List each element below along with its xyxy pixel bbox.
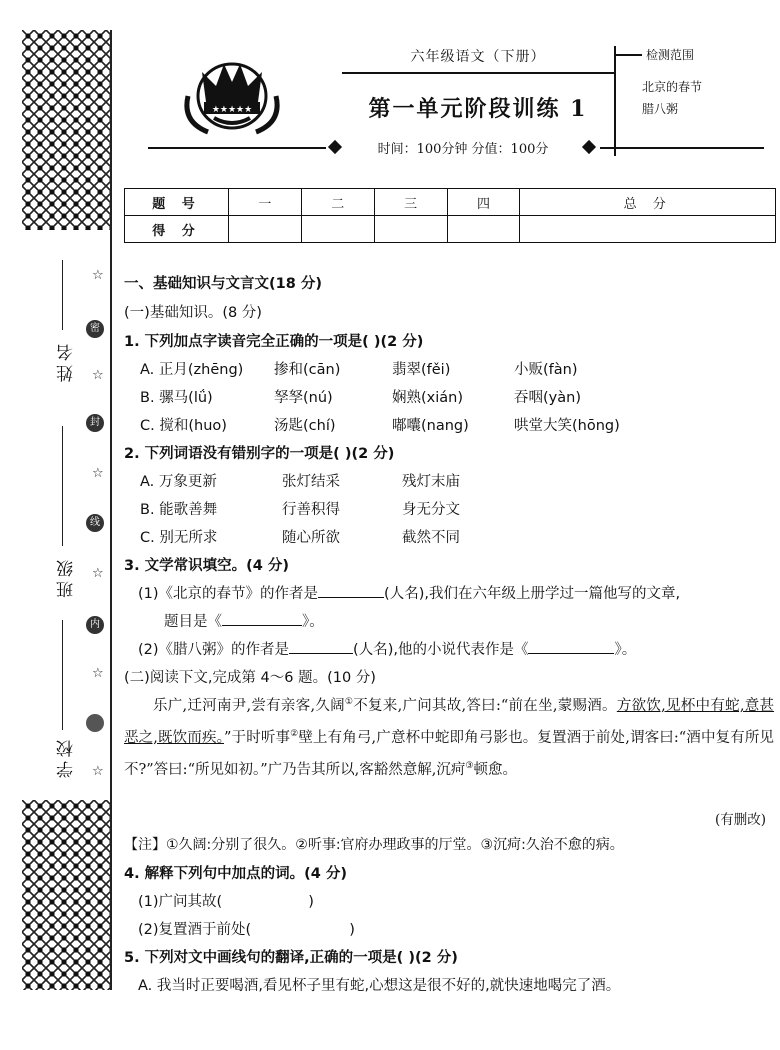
star-icon: ☆: [92, 368, 104, 383]
binding-strip: [22, 30, 110, 990]
question-text: (1)广问其故(: [138, 894, 223, 910]
option: 嘟囔(nang): [392, 418, 469, 434]
answer-blank[interactable]: [318, 584, 384, 598]
school-label: 学校: [57, 736, 77, 778]
option: 汤匙(chí): [274, 418, 336, 434]
question-text: (人名),我们在六年级上册学过一篇他写的文章,: [384, 586, 681, 602]
footnote-mark: ②: [290, 728, 299, 739]
name-field-line[interactable]: [62, 260, 63, 330]
score-input[interactable]: [301, 216, 374, 243]
decorative-border-top: [22, 30, 110, 230]
option: A. 正月(zhēng): [140, 362, 244, 378]
seal-char: 封: [86, 414, 104, 432]
divider: [600, 147, 764, 149]
option: B. 能歌善舞: [140, 502, 218, 518]
footnote-mark: ③: [465, 760, 474, 771]
question-text: (人名),他的小说代表作是《: [353, 642, 529, 658]
section-heading: 一、基础知识与文言文(18 分): [124, 276, 322, 292]
passage-text: 不复来,广问其故,答曰:“前在坐,蒙赐酒。: [353, 697, 617, 714]
option: 行善积得: [282, 502, 340, 518]
reading-passage: [124, 688, 774, 783]
question-1: 1. 下列加点字读音完全正确的一项是( )(2 分): [124, 334, 424, 350]
question-3-line-2: [138, 638, 636, 659]
option: A. 万象更新: [140, 474, 217, 490]
option: B. 骡马(lǘ): [140, 390, 213, 406]
table-cell: 总 分: [520, 189, 776, 216]
source-note: (有删改): [714, 812, 766, 828]
star-icon: ☆: [92, 764, 104, 779]
binding-line: [110, 30, 112, 990]
table-cell: 四: [447, 189, 520, 216]
diamond-icon: [328, 140, 342, 154]
question-4-item-2: [138, 918, 355, 939]
diamond-icon: [582, 140, 596, 154]
crown-icon: [180, 52, 284, 136]
seal-char: 密: [86, 320, 104, 338]
question-5: 5. 下列对文中画线句的翻译,正确的一项是( )(2 分): [124, 950, 458, 966]
score-input[interactable]: [520, 216, 776, 243]
answer-blank[interactable]: [222, 612, 302, 626]
question-3: 3. 文学常识填空。(4 分): [124, 558, 290, 574]
option: 孥孥(nú): [274, 390, 333, 406]
class-field-line[interactable]: [62, 426, 63, 546]
option: C. 搅和(huo): [140, 418, 227, 434]
range-item: 腊八粥: [642, 102, 679, 116]
question-text: (1)《北京的春节》的作者是: [138, 586, 319, 602]
score-input[interactable]: [447, 216, 520, 243]
score-table: [124, 188, 776, 243]
seal-dot: [86, 714, 104, 732]
option: 娴熟(xián): [392, 390, 463, 406]
table-cell: 二: [301, 189, 374, 216]
option: 截然不同: [402, 530, 460, 546]
class-label: 班级: [57, 556, 77, 598]
decorative-border-bottom: [22, 800, 110, 990]
score-input[interactable]: [229, 216, 302, 243]
option: 小贩(fàn): [514, 362, 578, 378]
question-3-line-1: [138, 582, 680, 603]
crown-logo: [180, 52, 284, 136]
question-4: 4. 解释下列句中加点的词。(4 分): [124, 866, 348, 882]
question-text: ): [349, 922, 355, 938]
time-score-text: 时间：100分钟 分值：100分: [377, 142, 549, 157]
passage-text: ”于时听事: [224, 729, 291, 746]
answer-blank[interactable]: [528, 640, 614, 654]
grade-label: 六年级语文（下册）: [410, 49, 546, 65]
school-field-line[interactable]: [62, 620, 63, 730]
range-title: 检测范围: [646, 48, 695, 62]
seal-char: 内: [86, 616, 104, 634]
star-icon: ☆: [92, 566, 104, 581]
question-text: 题目是《: [164, 614, 222, 630]
option: C. 别无所求: [140, 530, 218, 546]
table-cell: 题 号: [125, 189, 229, 216]
option: 残灯末庙: [402, 474, 460, 490]
underlined-sentence: 方欲饮,见杯中有蛇,意甚恶之,既饮而疾。: [124, 697, 775, 746]
option: 哄堂大笑(hōng): [514, 418, 620, 434]
option: 吞咽(yàn): [514, 390, 581, 406]
footnotes: 【注】①久阔:分别了很久。②听事:官府办理政事的厅堂。③沉疴:久治不愈的病。: [124, 837, 624, 853]
option: 掺和(cān): [274, 362, 341, 378]
table-cell: 得 分: [125, 216, 229, 243]
passage-text: 壁上有角弓,广意杯中蛇即角弓影也。复置酒于前处,谓客曰:“酒中复有所见不?”答曰:“所见如初。”广乃告其所以,客豁然意解,沉疴: [124, 729, 775, 778]
option: A. 我当时正要喝酒,看见杯子里有蛇,心想这是很不好的,就快速地喝完了酒。: [138, 978, 621, 994]
range-item: 北京的春节: [642, 80, 703, 94]
star-icon: ☆: [92, 666, 104, 681]
table-row: [125, 189, 776, 216]
option: 随心所欲: [282, 530, 340, 546]
divider: [342, 72, 614, 74]
page-title: 第一单元阶段训练 1: [368, 96, 588, 122]
footnote-mark: ①: [344, 697, 354, 707]
option: 翡翠(fěi): [392, 362, 451, 378]
question-text: 》。: [614, 642, 637, 658]
question-text: (2)复置酒于前处(: [138, 922, 252, 938]
score-input[interactable]: [374, 216, 447, 243]
table-row: [125, 216, 776, 243]
passage-text: 乐广,迁河南尹,尝有亲客,久阔: [153, 697, 345, 714]
subsection-heading: (一)基础知识。(8 分): [124, 305, 262, 321]
question-text: 》。: [302, 614, 324, 630]
divider: [148, 147, 326, 149]
time-score-bar: [148, 138, 768, 158]
question-2: 2. 下列词语没有错别字的一项是( )(2 分): [124, 446, 395, 462]
seal-char: 线: [86, 514, 104, 532]
table-cell: 一: [229, 189, 302, 216]
option: 身无分文: [402, 502, 460, 518]
star-icon: ☆: [92, 268, 104, 283]
star-icon: ☆: [92, 466, 104, 481]
question-text: (2)《腊八粥》的作者是: [138, 642, 290, 658]
question-3-line-1b: [164, 610, 324, 631]
name-label: 姓名: [57, 340, 77, 382]
passage-text: 顿愈。: [473, 761, 517, 778]
question-text: ): [308, 894, 314, 910]
divider: [616, 54, 642, 56]
svg-text:★★★★★: ★★★★★: [211, 105, 253, 115]
table-cell: 三: [374, 189, 447, 216]
question-4-item-1: [138, 890, 314, 911]
subsection-heading: (二)阅读下文,完成第 4～6 题。(10 分): [124, 670, 376, 686]
answer-blank[interactable]: [289, 640, 353, 654]
option: 张灯结采: [282, 474, 340, 490]
